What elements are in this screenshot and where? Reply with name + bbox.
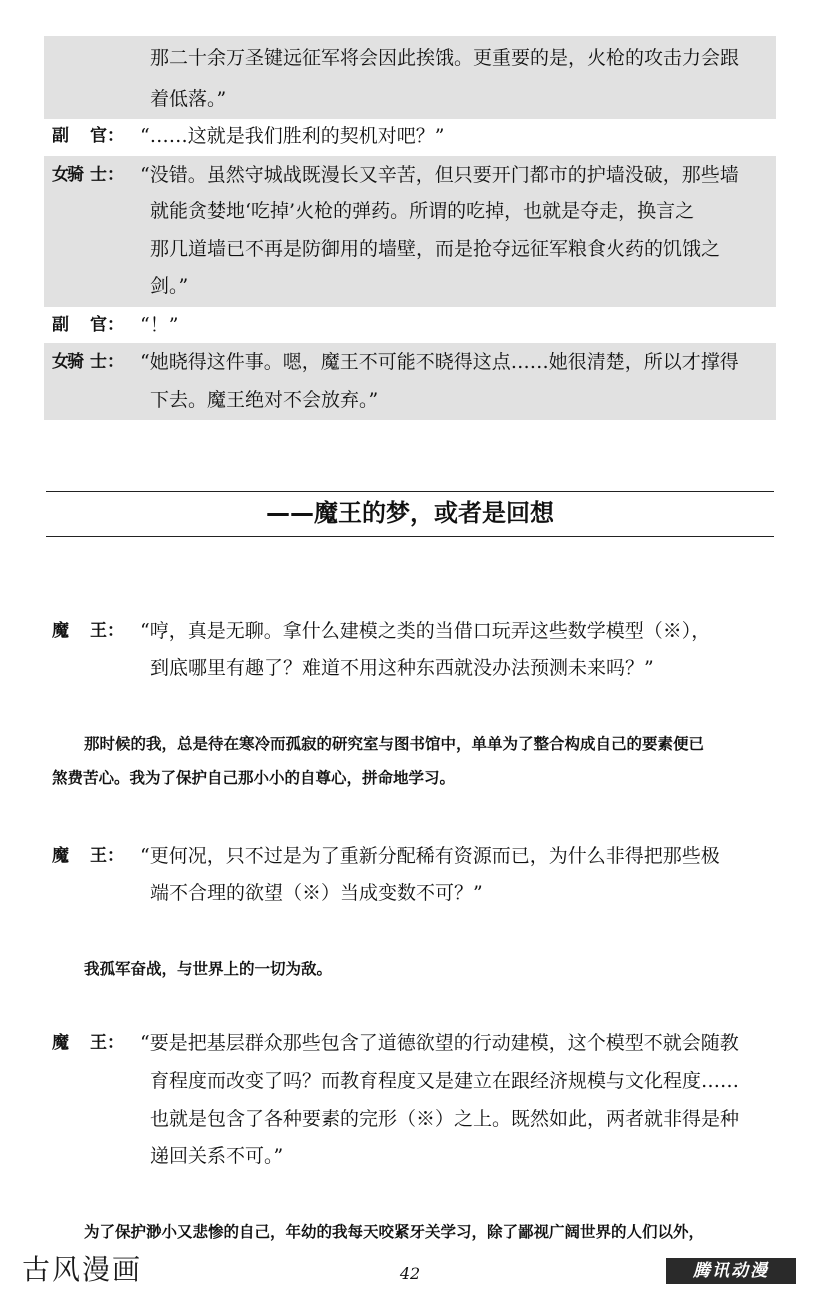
section-heading: ——魔王的梦，或者是回想	[266, 499, 554, 527]
speech-text: 递回关系不可。”	[150, 1145, 284, 1167]
heading-rule-bottom	[46, 536, 774, 537]
watermark-left: 古风漫画	[22, 1253, 143, 1286]
page-number: 42	[399, 1264, 421, 1283]
book-page: 那二十余万圣键远征军将会因此挨饿。更重要的是，火枪的攻击力会跟 着低落。” 副 官： “……这就是我们胜利的契机对吧？” 女 骑 士： “没错。虽然守城战既漫长又辛苦，但只要开门都市的护墙没破，那些墙 就能贪婪地‘吃掉’火枪的弹药。所谓的吃掉，也就是夺走，换言之 那几道墙已不再是防御用的墙壁，而是抢夺远征军粮食火药的饥饿之 剑。” 副 官： “！” 女 骑 士： “她晓得这件事。嗯，魔王不可能不晓得这点……她很清楚，所以才撑得 下去。魔王绝对不会放弃。” ——魔王的梦，或者是回想 魔 王： “哼，真是无聊。拿什么建模之类的当借口玩弄这些数学模型（※）， 到底哪里有趣了？难道不用这种东西就没办法预测未来吗？” 那时候的我，总是待在寒冷而孤寂的研究室与图书馆中，单单为了整合构成自己的要素便已 煞费苦心。我为了保护自己那小小的自尊心，拼命地学习。 魔 王： “更何况，只不过是为了重新分配稀有资源而已，为什么非得把那些极 端不合理的欲望（※）当成变数不可？” 我孤军奋战，与世界上的一切为敌。 魔 王： “要是把基层群众那些包含了道德欲望的行动建模，这个模型不就会随教 育程度而改变了吗？而教育程度又是建立在跟经济规模与文化程度…… 也就是包含了各种要素的完形（※）之上。既然如此，两者就非得是种 递回关系不可。” 为了保护渺小又悲惨的自己，年幼的我每天咬紧牙关学习，除了鄙视广阔世界的人们以外， 42 古风漫画 腾讯动漫	[0, 0, 820, 1291]
speech-text: “更何况，只不过是为了重新分配稀有资源而已，为什么非得把那些极	[140, 845, 720, 867]
speech-text: 端不合理的欲望（※）当成变数不可？”	[150, 882, 483, 904]
speech-text: 着低落。”	[150, 88, 227, 110]
speech-text: “！”	[140, 314, 179, 336]
watermark-right: 腾讯动漫	[666, 1258, 796, 1284]
speech-text: “她晓得这件事。嗯，魔王不可能不晓得这点……她很清楚，所以才撑得	[140, 351, 739, 373]
speech-text: “……这就是我们胜利的契机对吧？”	[140, 125, 445, 147]
speech-text: 下去。魔王绝对不会放弃。”	[150, 389, 379, 411]
speech-text: 剑。”	[150, 275, 189, 297]
speech-text: 那几道墙已不再是防御用的墙壁，而是抢夺远征军粮食火药的饥饿之	[150, 238, 721, 260]
speech-text: 就能贪婪地‘吃掉’火枪的弹药。所谓的吃掉，也就是夺走，换言之	[150, 200, 695, 222]
speech-text: “没错。虽然守城战既漫长又辛苦，但只要开门都市的护墙没破，那些墙	[140, 164, 739, 186]
speech-text: 那二十余万圣键远征军将会因此挨饿。更重要的是，火枪的攻击力会跟	[150, 47, 740, 69]
speech-text: “哼，真是无聊。拿什么建模之类的当借口玩弄这些数学模型（※），	[140, 620, 711, 642]
speech-text: 育程度而改变了吗？而教育程度又是建立在跟经济规模与文化程度……	[150, 1070, 740, 1092]
heading-rule-top	[46, 491, 774, 492]
speech-text: “要是把基层群众那些包含了道德欲望的行动建模，这个模型不就会随教	[140, 1032, 739, 1054]
speech-text: 也就是包含了各种要素的完形（※）之上。既然如此，两者就非得是种	[150, 1108, 740, 1130]
speech-text: 到底哪里有趣了？难道不用这种东西就没办法预测未来吗？”	[150, 657, 654, 679]
